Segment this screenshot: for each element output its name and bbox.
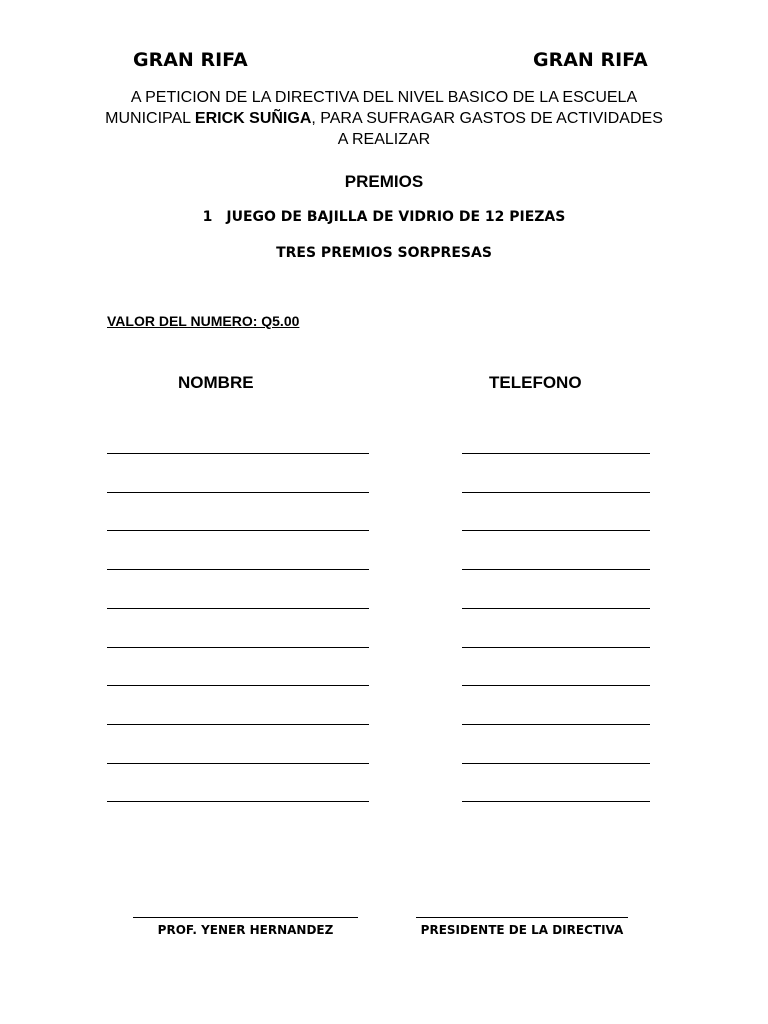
column-header-name: NOMBRE: [178, 373, 254, 392]
prize-item-1-text: JUEGO DE BAJILLA DE VIDRIO DE 12 PIEZAS: [226, 209, 566, 225]
prize-item-2: TRES PREMIOS SORPRESAS: [276, 245, 492, 261]
name-blank-line: [107, 724, 369, 725]
entry-row: [0, 492, 768, 494]
name-blank-line: [107, 647, 369, 648]
phone-blank-line: [462, 492, 650, 493]
entry-row: [0, 569, 768, 571]
phone-blank-line: [462, 647, 650, 648]
name-blank-line: [107, 608, 369, 609]
name-blank-line: [107, 569, 369, 570]
title-right: GRAN RIFA: [533, 49, 648, 71]
entry-row: [0, 724, 768, 726]
title-left: GRAN RIFA: [133, 49, 248, 71]
name-blank-line: [107, 685, 369, 686]
ticket-price: VALOR DEL NUMERO: Q5.00: [107, 313, 300, 329]
intro-text-after: , PARA SUFRAGAR GASTOS DE ACTIVIDADES A REALIZAR: [311, 110, 663, 148]
phone-blank-line: [462, 530, 650, 531]
name-blank-line: [107, 763, 369, 764]
column-header-phone: TELEFONO: [489, 373, 582, 392]
phone-blank-line: [462, 685, 650, 686]
signature-line-right: [416, 917, 628, 918]
entry-row: [0, 647, 768, 649]
intro-school-name: ERICK SUÑIGA: [194, 110, 312, 127]
entry-row: [0, 608, 768, 610]
entry-row: [0, 685, 768, 687]
entry-row: [0, 763, 768, 765]
name-blank-line: [107, 492, 369, 493]
signature-line-left: [133, 917, 358, 918]
name-blank-line: [107, 530, 369, 531]
intro-paragraph: [100, 87, 668, 150]
prize-item-1-number: 1: [202, 209, 213, 225]
phone-blank-line: [462, 724, 650, 725]
phone-blank-line: [462, 453, 650, 454]
intro-text-before: A PETICION DE LA DIRECTIVA DEL NIVEL BASICO DE LA ESCUELA MUNICIPAL: [105, 89, 638, 127]
name-blank-line: [107, 801, 369, 802]
signature-label-right: PRESIDENTE DE LA DIRECTIVA: [420, 923, 624, 937]
phone-blank-line: [462, 569, 650, 570]
prize-item-1: [0, 209, 768, 225]
entry-row: [0, 530, 768, 532]
entry-row: [0, 453, 768, 455]
phone-blank-line: [462, 801, 650, 802]
name-blank-line: [107, 453, 369, 454]
entry-row: [0, 801, 768, 803]
phone-blank-line: [462, 763, 650, 764]
signature-label-left: PROF. YENER HERNANDEZ: [157, 923, 334, 937]
phone-blank-line: [462, 608, 650, 609]
prizes-heading: PREMIOS: [344, 172, 424, 191]
